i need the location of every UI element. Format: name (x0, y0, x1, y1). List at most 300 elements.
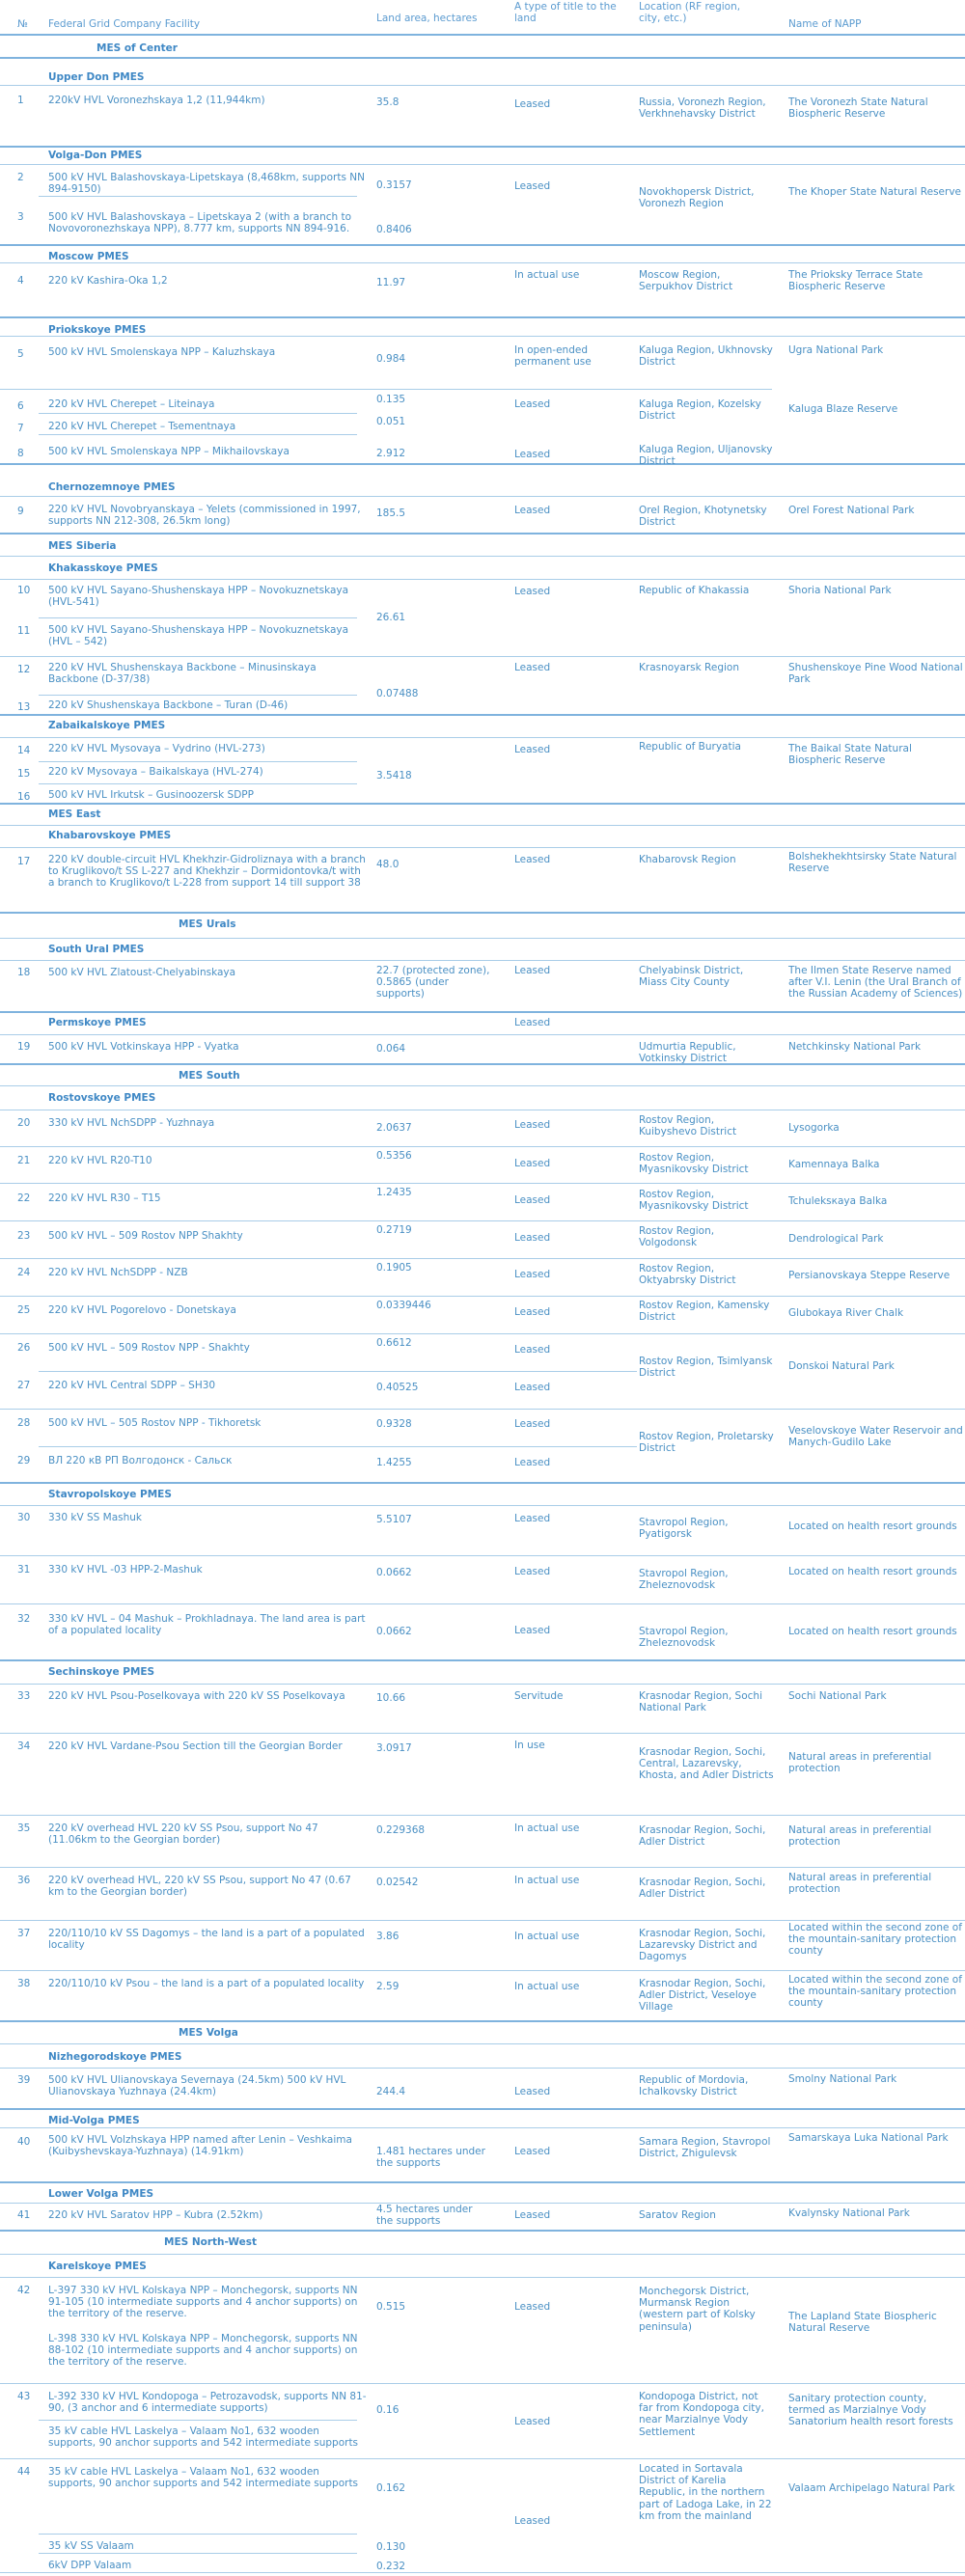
facility-cell: L-398 330 kV HVL Kolskaya NPP – Monchegorsk, supports NN 88-102 (10 intermediate supports and 4 anchor supports) on the territory of the reserve. (48, 2333, 358, 2369)
napp-name-cell: Located on health resort grounds (788, 1521, 957, 1532)
section-heading: Mid-Volga PMES (48, 2115, 140, 2126)
row-number: 5 (17, 348, 24, 360)
row-number: 24 (17, 1267, 31, 1278)
facility-cell: 500 kV HVL Balashovskaya – Lipetskaya 2 (with a branch to Novovoronezhskaya NPP), 8.777 km, supports NN 894-916. (48, 211, 352, 235)
row-divider (0, 2181, 965, 2183)
location-cell: Chelyabinsk District, Miass City County (639, 965, 744, 989)
row-divider (39, 2534, 357, 2535)
land-area-cell: 0.232 (376, 2561, 406, 2572)
facility-cell: 500 kV HVL Volzhskaya HPP named after Lenin – Veshkaima (Kuibyshevskaya-Yuzhnaya) (14.91km) (48, 2134, 352, 2158)
land-area-cell: 0.0662 (376, 1567, 412, 1578)
row-divider (0, 1505, 965, 1506)
row-divider (0, 960, 965, 961)
title-type-cell: Leased (514, 1625, 551, 1636)
title-type-cell: Leased (514, 98, 551, 110)
land-area-cell: 0.135 (376, 394, 406, 405)
land-area-cell: 0.2719 (376, 1224, 412, 1236)
section-heading: Lower Volga PMES (48, 2188, 154, 2200)
napp-name-cell: Natural areas in preferential protection (788, 1751, 932, 1775)
facility-cell: 220 kV double-circuit HVL Khekhzir-Gidroliznaya with a branch to Kruglikovo/t SS L-227 and Khekhzir – Dormidontovka/t with a branch to Kruglikovo/t L-228 from support 14 till support 38 (48, 854, 366, 890)
row-divider (0, 34, 965, 36)
row-divider (0, 336, 965, 337)
land-area-cell: 2.912 (376, 448, 406, 459)
facility-cell: 220 kV HVL Mysovaya – Vydrino (HVL-273) (48, 743, 265, 754)
title-type-cell: Leased (514, 505, 551, 516)
facility-cell: 500 kV HVL Votkinskaya HPP - Vyatka (48, 1041, 239, 1053)
row-number: 35 (17, 1822, 31, 1834)
title-type-cell: Leased (514, 180, 551, 192)
header-facility: Federal Grid Company Facility (48, 18, 201, 30)
section-heading: Sechinskoye PMES (48, 1666, 155, 1678)
location-cell: Krasnoyarsk Region (639, 662, 739, 673)
facility-cell: 500 kV HVL Smolenskaya NPP – Mikhailovskaya (48, 446, 290, 457)
row-number: 19 (17, 1041, 31, 1053)
napp-name-cell: Smolny National Park (788, 2073, 897, 2085)
row-number: 10 (17, 585, 31, 596)
row-divider (0, 847, 965, 848)
section-heading: MES South (179, 1070, 240, 1082)
section-heading: Zabaikalskoye PMES (48, 720, 166, 731)
row-divider (0, 1085, 965, 1086)
napp-name-cell: The Lapland State Biospheric Natural Reserve (788, 2311, 937, 2335)
row-number: 36 (17, 1875, 31, 1886)
row-number: 13 (17, 701, 31, 713)
location-cell: Krasnodar Region, Sochi, Central, Lazarevsky, Khosta, and Adler Districts (639, 1746, 774, 1782)
row-number: 25 (17, 1304, 31, 1316)
facility-cell: 220 kV HVL Cherepet – Tsementnaya (48, 421, 236, 432)
row-number: 41 (17, 2209, 31, 2221)
title-type-cell: Servitude (514, 1690, 564, 1702)
title-type-cell: Leased (514, 1017, 551, 1028)
napp-name-cell: Tchuleksкaya Balka (788, 1195, 888, 1207)
land-area-cell: 0.8406 (376, 224, 412, 235)
header-napp: Name of NAPP (788, 18, 862, 30)
row-number: 29 (17, 1455, 31, 1466)
location-cell: Rostov Region, Volgodonsk (639, 1225, 715, 1249)
section-heading: Rostovskoye PMES (48, 1092, 156, 1104)
row-divider (0, 1296, 965, 1297)
land-area-cell: 35.8 (376, 96, 400, 108)
title-type-cell: Leased (514, 1344, 551, 1356)
land-area-cell: 3.0917 (376, 1742, 412, 1754)
location-cell: Monchegorsk District, Murmansk Region (western part of Kolsky peninsula) (639, 2286, 756, 2333)
facility-cell: 330 kV HVL – 04 Mashuk – Prokhladnaya. The land area is part of a populated locality (48, 1613, 366, 1637)
facility-cell: 500 kV HVL Irkutsk – Gusinoozersk SDPP (48, 789, 254, 801)
header-location: Location (RF region, city, etc.) (639, 1, 741, 24)
title-type-cell: Leased (514, 2301, 551, 2313)
section-heading: Stavropolskoye PMES (48, 1489, 172, 1500)
row-number: 43 (17, 2391, 31, 2402)
row-number: 15 (17, 768, 31, 780)
napp-name-cell: Shoria National Park (788, 585, 892, 596)
row-number: 42 (17, 2285, 31, 2296)
facility-cell: 500 kV HVL Sayano-Shushenskaya HPP – Novokuznetskaya (HVL – 542) (48, 624, 349, 648)
facility-cell: 330 kV SS Mashuk (48, 1512, 143, 1523)
napp-name-cell: Glubokaya River Chalk (788, 1307, 904, 1319)
section-heading: Volga-Don PMES (48, 150, 143, 161)
row-divider (0, 85, 965, 86)
napp-name-cell: The Ilmen State Reserve named after V.I. Lenin (the Ural Branch of the Russian Academy of Sciences) (788, 965, 963, 1000)
facility-cell: 500 kV HVL – 509 Rostov NPP - Shakhty (48, 1342, 250, 1354)
land-area-cell: 0.515 (376, 2301, 406, 2313)
napp-name-cell: Donskoi Natural Park (788, 1360, 895, 1372)
title-type-cell: Leased (514, 1418, 551, 1430)
section-heading: Karelskoye PMES (48, 2261, 147, 2272)
row-number: 26 (17, 1342, 31, 1354)
land-area-cell: 26.61 (376, 612, 406, 623)
location-cell: Kaluga Region, Ukhnovsky District (639, 344, 773, 369)
facility-cell: 220 kV HVL R30 – T15 (48, 1192, 161, 1204)
title-type-cell: Leased (514, 2416, 551, 2427)
row-divider (0, 146, 965, 148)
facility-cell: 220 kV HVL Psou-Poselkovaya with 220 kV SS Poselkovaya (48, 1690, 345, 1702)
location-cell: Rostov Region, Kamensky District (639, 1300, 770, 1324)
row-divider (0, 2127, 965, 2128)
title-type-cell: In actual use (514, 1822, 580, 1834)
row-number: 40 (17, 2136, 31, 2148)
section-heading: MES Siberia (48, 540, 117, 552)
land-area-cell: 244.4 (376, 2086, 406, 2097)
napp-name-cell: Lysogorka (788, 1122, 840, 1134)
land-area-cell: 0.051 (376, 416, 406, 427)
title-type-cell: In use (514, 1740, 545, 1751)
land-area-cell: 0.984 (376, 353, 406, 365)
row-number: 27 (17, 1380, 31, 1391)
title-type-cell: Leased (514, 744, 551, 755)
facility-cell: L-392 330 kV HVL Kondopoga – Petrozavodsk, supports NN 81-90, (3 anchor and 6 intermediate supports) (48, 2391, 367, 2415)
row-number: 33 (17, 1690, 31, 1702)
row-divider (0, 737, 965, 738)
napp-name-cell: Valaam Archipelago Natural Park (788, 2482, 955, 2494)
land-area-cell: 0.40525 (376, 1382, 419, 1393)
title-type-cell: Leased (514, 2209, 551, 2221)
row-number: 44 (17, 2466, 31, 2478)
row-divider (39, 695, 357, 696)
land-area-cell: 0.3157 (376, 179, 412, 191)
row-number: 31 (17, 1564, 31, 1576)
napp-name-cell: Dendrological Park (788, 1233, 884, 1245)
title-type-cell: Leased (514, 1232, 551, 1244)
row-divider (0, 803, 965, 805)
napp-name-cell: Veselovskoye Water Reservoir and Manych-Gudilo Lake (788, 1425, 963, 1449)
row-divider (0, 1684, 965, 1685)
facility-cell: 330 kV HVL -03 HPP-2-Mashuk (48, 1564, 203, 1576)
title-type-cell: Leased (514, 1158, 551, 1169)
row-number: 2 (17, 172, 24, 183)
row-number: 4 (17, 275, 24, 287)
row-number: 37 (17, 1928, 31, 1939)
row-number: 21 (17, 1155, 31, 1166)
facility-cell: 500 kV HVL Balashovskaya-Lipetskaya (8,468km, supports NN 894-9150) (48, 172, 366, 196)
row-divider (0, 1011, 965, 1013)
row-number: 12 (17, 664, 31, 675)
location-cell: Republic of Khakassia (639, 585, 750, 596)
row-divider (39, 2553, 357, 2554)
location-cell: Orel Region, Khotynetsky District (639, 505, 767, 529)
facility-cell: 500 kV HVL Smolenskaya NPP – Kaluzhskaya (48, 346, 276, 358)
row-number: 16 (17, 791, 31, 803)
napp-name-cell: Located within the second zone of the mountain-sanitary protection county (788, 1974, 962, 2010)
facility-cell: 220 kV Shushenskaya Backbone – Turan (D-46) (48, 699, 289, 711)
row-divider (0, 1063, 965, 1065)
row-divider (39, 761, 357, 762)
section-heading: MES Urals (179, 918, 236, 930)
location-cell: Rostov Region, Kuibyshevo District (639, 1114, 737, 1138)
row-number: 8 (17, 448, 24, 459)
land-area-cell: 2.0637 (376, 1122, 412, 1134)
land-area-cell: 1.2435 (376, 1187, 412, 1198)
row-divider (0, 1258, 965, 1259)
land-area-cell: 0.229368 (376, 1824, 426, 1836)
land-area-cell: 48.0 (376, 859, 400, 870)
row-divider (0, 164, 965, 165)
section-heading: South Ural PMES (48, 944, 145, 955)
land-area-cell: 10.66 (376, 1692, 406, 1704)
facility-cell: 220 kV HVL Vardane-Psou Section till the Georgian Border (48, 1740, 343, 1752)
land-area-cell: 0.0339446 (376, 1300, 431, 1311)
napp-name-cell: The Khoper State Natural Reserve (788, 186, 962, 198)
row-divider (0, 2383, 965, 2384)
facility-cell: L-397 330 kV HVL Kolskaya NPP – Monchegorsk, supports NN 91-105 (10 intermediate supports and 4 anchor supports) on the territory of the reserve. (48, 2285, 358, 2320)
row-divider (0, 1183, 965, 1184)
row-divider (0, 1970, 965, 1971)
row-divider (0, 57, 965, 59)
section-heading: Moscow PMES (48, 251, 129, 262)
row-divider (0, 1733, 965, 1734)
facility-cell: 35 kV SS Valaam (48, 2540, 134, 2552)
land-area-cell: 2.59 (376, 1981, 400, 1992)
row-number: 7 (17, 423, 24, 434)
facility-cell: 220 kV Kashira-Oka 1,2 (48, 275, 168, 287)
napp-name-cell: Located within the second zone of the mountain-sanitary protection county (788, 1922, 962, 1958)
land-area-cell: 11.97 (376, 277, 406, 288)
row-number: 34 (17, 1740, 31, 1752)
napp-name-cell: Natural areas in preferential protection (788, 1872, 932, 1896)
title-type-cell: Leased (514, 1513, 551, 1524)
section-heading: Priokskoye PMES (48, 324, 147, 336)
section-heading: Permskoye PMES (48, 1017, 147, 1028)
location-cell: Krasnodar Region, Sochi National Park (639, 1690, 762, 1714)
location-cell: Krasnodar Region, Sochi, Lazarevsky District and Dagomys (639, 1928, 766, 1963)
location-cell: Russia, Voronezh Region, Verkhnehavsky District (639, 96, 766, 121)
row-divider (0, 2108, 965, 2110)
section-heading: Khakasskoye PMES (48, 562, 158, 574)
napp-name-cell: Kvalynsky National Park (788, 2207, 910, 2219)
location-cell: Stavropol Region, Pyatigorsk (639, 1517, 729, 1541)
row-divider (0, 1659, 965, 1661)
facility-cell: 220/110/10 kV SS Dagomys – the land is a part of a populated locality (48, 1928, 365, 1952)
title-type-cell: In actual use (514, 1875, 580, 1886)
napp-name-cell: Ugra National Park (788, 344, 884, 356)
location-cell: Saratov Region (639, 2209, 716, 2221)
location-cell: Stavropol Region, Zheleznovodsk (639, 1568, 729, 1592)
row-divider (0, 2068, 965, 2069)
land-area-cell: 3.5418 (376, 770, 412, 781)
row-number: 6 (17, 400, 24, 412)
facility-cell: 500 kV HVL Ulianovskaya Severnaya (24.5km) 500 kV HVL Ulianovskaya Yuzhnaya (24.4km) (48, 2074, 346, 2098)
land-area-cell: 0.9328 (376, 1418, 412, 1430)
row-divider (39, 2420, 357, 2421)
row-divider (39, 434, 357, 435)
row-divider (0, 1333, 965, 1334)
title-type-cell: Leased (514, 662, 551, 673)
location-cell: Krasnodar Region, Sochi, Adler District (639, 1824, 766, 1849)
title-type-cell: Leased (514, 586, 551, 597)
land-area-cell: 0.6612 (376, 1337, 412, 1349)
row-divider (0, 2277, 965, 2278)
section-heading: MES of Center (96, 42, 178, 54)
napp-name-cell: Sanitary protection county, termed as Marzialnye Vody Sanatorium health resort forests (788, 2393, 953, 2428)
row-divider (0, 2043, 965, 2044)
land-area-cell: 1.481 hectares under the supports (376, 2146, 485, 2170)
row-divider (39, 1446, 637, 1447)
facility-cell: 220kV HVL Voronezhskaya 1,2 (11,944km) (48, 95, 265, 106)
napp-name-cell: Netchkinsky National Park (788, 1041, 922, 1053)
title-type-cell: Leased (514, 965, 551, 976)
facility-cell: 220 kV Mysovaya – Baikalskaya (HVL-274) (48, 766, 263, 778)
row-divider (0, 1603, 965, 1604)
row-divider (0, 389, 772, 390)
row-divider (0, 244, 965, 246)
location-cell: Located in Sortavala District of Karelia Republic, in the northern part of Ladoga Lake, in 22 km from the mainland (639, 2463, 772, 2522)
row-number: 14 (17, 745, 31, 756)
napp-name-cell: The Priokskу Terrace State Biospheric Reserve (788, 269, 924, 293)
facility-cell: 220 kV HVL Central SDPP – SH30 (48, 1380, 216, 1391)
land-area-cell: 0.130 (376, 2541, 406, 2553)
section-heading: MES East (48, 808, 101, 820)
row-number: 11 (17, 625, 31, 637)
location-cell: Rostov Region, Oktyabrsky District (639, 1263, 736, 1287)
location-cell: Stavropol Region, Zheleznovodsk (639, 1626, 729, 1650)
title-type-cell: Leased (514, 1269, 551, 1280)
location-cell: Udmurtia Republic, Votkinsky District (639, 1041, 736, 1065)
location-cell: Rostov Region, Myasnikovsky District (639, 1189, 749, 1213)
facility-cell: 6kV DPP Valaam (48, 2560, 132, 2571)
row-divider (39, 196, 357, 197)
title-type-cell: Leased (514, 1382, 551, 1393)
facility-cell: 220 kV HVL Pogorelovo - Donetskaya (48, 1304, 236, 1316)
land-area-cell: 0.162 (376, 2482, 406, 2494)
location-cell: Khabarovsk Region (639, 854, 736, 865)
facility-cell: 500 kV HVL Zlatoust-Chelyabinskaya (48, 967, 236, 978)
section-heading: Upper Don PMES (48, 71, 145, 83)
row-divider (0, 1034, 965, 1035)
land-area-cell: 1.4255 (376, 1457, 412, 1468)
row-divider (0, 1555, 965, 1556)
facility-cell: 330 kV HVL NchSDPP - Yuzhnaya (48, 1117, 215, 1129)
title-type-cell: Leased (514, 1194, 551, 1206)
napp-name-cell: Sochi National Park (788, 1690, 887, 1702)
napp-name-cell: Shushenskoye Pine Wood National Park (788, 662, 963, 686)
section-heading: Chernozemnoye PMES (48, 481, 176, 493)
facility-cell: 500 kV HVL – 509 Rostov NPP Shakhty (48, 1230, 243, 1242)
location-cell: Kondopoga District, not far from Kondopoga city, near Marzialnye Vody Settlement (639, 2391, 764, 2438)
facility-cell: 220 kV HVL Saratov HPP – Kubra (2.52km) (48, 2209, 263, 2221)
facility-cell: 500 kV HVL – 505 Rostov NPP - Tikhoretsk (48, 1417, 262, 1429)
location-cell: Krasnodar Region, Sochi, Adler District, Veseloye Village (639, 1978, 766, 2014)
location-cell: Moscow Region, Serpukhov District (639, 269, 733, 293)
row-divider (0, 912, 965, 914)
row-divider (0, 496, 965, 497)
facility-cell: 220 kV HVL Novobryanskaya – Yelets (commissioned in 1997, supports NN 212-308, 26.5km long) (48, 504, 361, 528)
title-type-cell: In actual use (514, 1931, 580, 1942)
row-divider (0, 2254, 965, 2255)
row-divider (0, 656, 965, 657)
row-divider (0, 1409, 965, 1410)
facility-cell: 35 kV cable HVL Laskelya – Valaam No1, 632 wooden supports, 90 anchor supports and 542 intermediate supports (48, 2466, 359, 2490)
title-type-cell: In actual use (514, 269, 580, 281)
land-area-cell: 0.0662 (376, 1626, 412, 1637)
row-number: 18 (17, 967, 31, 978)
title-type-cell: Leased (514, 854, 551, 865)
napp-name-cell: The Voronezh State Natural Biospheric Reserve (788, 96, 928, 121)
title-type-cell: Leased (514, 398, 551, 410)
title-type-cell: Leased (514, 2515, 551, 2527)
napp-name-cell: Natural areas in preferential protection (788, 1824, 932, 1849)
land-area-cell: 22.7 (protected zone), 0.5865 (under supports) (376, 965, 490, 1000)
land-area-cell: 0.07488 (376, 688, 419, 699)
napp-name-cell: Kamennaya Balka (788, 1159, 880, 1170)
row-divider (0, 1867, 965, 1868)
row-divider (39, 783, 357, 784)
napp-name-cell: Persianovskaya Steppe Reserve (788, 1270, 951, 1281)
land-area-cell: 4.5 hectares under the supports (376, 2204, 473, 2228)
title-type-cell: Leased (514, 1566, 551, 1577)
location-cell: Krasnodar Region, Sochi, Adler District (639, 1877, 766, 1901)
facility-cell: 220 kV HVL NchSDPP - NZB (48, 1267, 188, 1278)
facility-cell: ВЛ 220 кВ РП Волгодонск - Сальск (48, 1455, 233, 1466)
row-divider (0, 1146, 965, 1147)
row-number: 22 (17, 1192, 31, 1204)
row-number: 9 (17, 506, 24, 517)
row-divider (0, 463, 965, 465)
row-divider (0, 316, 965, 318)
header-num: № (17, 18, 28, 30)
row-number: 3 (17, 211, 24, 223)
facility-cell: 220/110/10 kV Psou – the land is a part of a populated locality (48, 1978, 365, 1989)
row-divider (0, 2020, 965, 2022)
facility-cell: 500 kV HVL Sayano-Shushenskaya HPP – Novokuznetskaya (HVL-541) (48, 585, 349, 609)
napp-name-cell: Samarskaya Luka National Park (788, 2132, 949, 2144)
location-cell: Kaluga Region, Uljanovsky District (639, 444, 773, 468)
napp-name-cell: Bolshekhekhtsirsky State Natural Reserve (788, 851, 957, 875)
title-type-cell: In open-ended permanent use (514, 344, 592, 369)
location-cell: Kaluga Region, Kozelsky District (639, 398, 761, 423)
facility-cell: 220 kV HVL Cherepet – Liteinaya (48, 398, 215, 410)
row-number: 17 (17, 856, 31, 867)
row-number: 28 (17, 1417, 31, 1429)
row-number: 38 (17, 1978, 31, 1989)
row-divider (0, 714, 965, 716)
facility-cell: 220 kV HVL Shushenskaya Backbone – Minusinskaya Backbone (D-37/38) (48, 662, 317, 686)
row-divider (0, 938, 965, 939)
title-type-cell: Leased (514, 1119, 551, 1131)
row-number: 32 (17, 1613, 31, 1625)
facility-cell: 220 kV overhead HVL, 220 kV SS Psou, support No 47 (0.67 km to the Georgian border) (48, 1875, 351, 1899)
napp-name-cell: Located on health resort grounds (788, 1566, 957, 1577)
location-cell: Rostov Region, Tsimlyansk District (639, 1356, 773, 1380)
row-divider (0, 1815, 965, 1816)
location-cell: Novokhopersk District, Voronezh Region (639, 186, 755, 210)
row-divider (0, 579, 965, 580)
row-divider (0, 533, 965, 534)
section-heading: Khabarovskoye PMES (48, 830, 172, 841)
title-type-cell: Leased (514, 1457, 551, 1468)
facility-cell: 35 kV cable HVL Laskelya – Valaam No1, 632 wooden supports, 90 anchor supports and 542 intermediate supports (48, 2425, 359, 2450)
title-type-cell: Leased (514, 449, 551, 460)
napp-name-cell: The Baikal State Natural Biospheric Reserve (788, 743, 912, 767)
title-type-cell: Leased (514, 2146, 551, 2157)
